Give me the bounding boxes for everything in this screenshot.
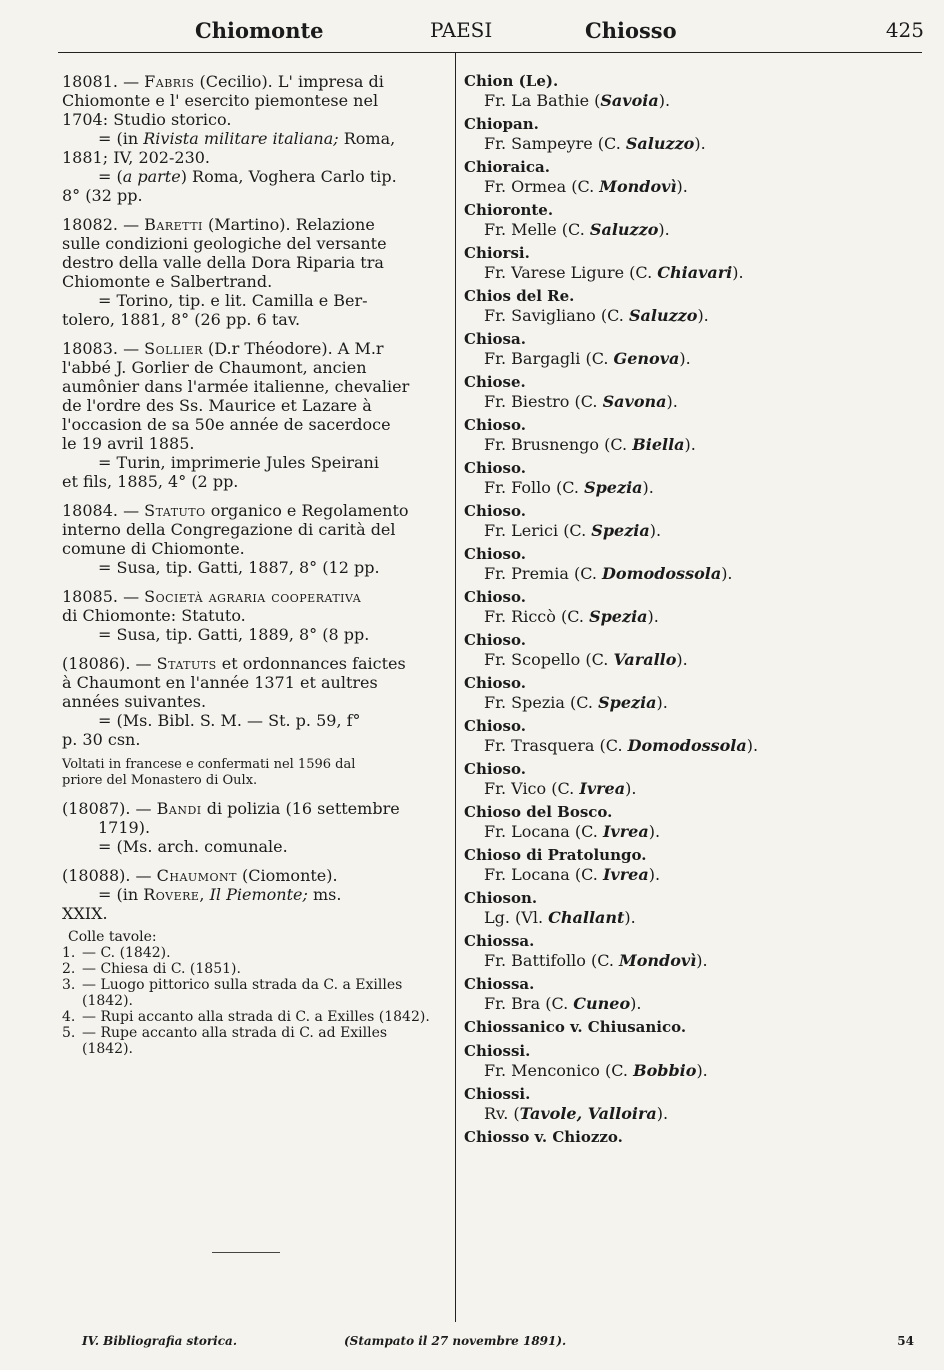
entry-18086: (18086). — Statuts et ordonnances faictes à Chaumont en l'année 1371 et aultres années suivantes. = (Ms. Bibl. S. M. — St. p. 59, f° p. 30 csn. Voltati in francese e confermati nel 1596 dal priore del Monastero di Oulx.: [62, 654, 442, 789]
place-entry: Chiosa. Fr. Bargagli (C. Genova).: [464, 330, 934, 368]
place-entry: Chioraica. Fr. Ormea (C. Mondovì).: [464, 158, 934, 196]
place-entry: Chioso. Fr. Trasquera (C. Domodossola).: [464, 717, 934, 755]
entry-note: priore del Monastero di Oulx.: [62, 773, 258, 788]
place-entry: Chioso. Fr. Lerici (C. Spezia).: [464, 502, 934, 540]
footer-section: IV. Bibliografia storica.: [82, 1334, 238, 1348]
tavola-item: 3. — Luogo pittorico sulla strada da C. a Exilles (1842).: [62, 977, 403, 1009]
place-entry: Chiossi. Rv. (Tavole, Valloira).: [464, 1085, 934, 1123]
place-entry: Chioso. Fr. Follo (C. Spezia).: [464, 459, 934, 497]
place-entry: Chiossa. Fr. Bra (C. Cuneo).: [464, 975, 934, 1013]
page-number: 425: [885, 18, 924, 42]
place-entry: Chioso. Fr. Vico (C. Ivrea).: [464, 760, 934, 798]
place-name: Chiosso v. Chiozzo.: [464, 1128, 623, 1146]
place-entry: Chiopan. Fr. Sampeyre (C. Saluzzo).: [464, 115, 934, 153]
place-entry: Chiossa. Fr. Battifollo (C. Mondovì).: [464, 932, 934, 970]
place-name: Chion (Le).: [464, 72, 559, 90]
header-section: PAESI: [430, 18, 493, 42]
place-entry: Chioson. Lg. (Vl. Challant).: [464, 889, 934, 927]
place-entry: Chioso. Fr. Riccò (C. Spezia).: [464, 588, 934, 626]
entry-author: Statuts: [156, 654, 217, 673]
footer-print-date: (Stampato il 27 novembre 1891).: [344, 1334, 567, 1348]
header-rule: [58, 52, 922, 53]
entry-18085: 18085. — Società agraria cooperativa di Chiomonte: Statuto. = Susa, tip. Gatti, 1889, 8° (8 pp.: [62, 587, 370, 644]
place-entry: Chioso di Pratolungo. Fr. Locana (C. Ivrea).: [464, 846, 934, 884]
tavole-title: Colle tavole:: [68, 929, 157, 945]
page-footer: [60, 1334, 922, 1354]
entry-author: Statuto: [144, 501, 206, 520]
entry-18081: 18081. — Fabris (Cecilio). L' impresa di Chiomonte e l' esercito piemontese nel 1704: Studio storico. = (in Rivista militare italiana; Roma, 1881; IV, 202-230. = (a parte) Roma, Voghera Carlo tip. 8° (32 pp.: [62, 72, 397, 205]
place-name: Chiossi.: [464, 1085, 531, 1103]
running-header: [60, 14, 924, 48]
place-name: Chiossanico v. Chiusanico.: [464, 1018, 687, 1036]
place-entry: Chiossi. Fr. Menconico (C. Bobbio).: [464, 1042, 934, 1080]
tavole-list: [62, 929, 442, 1057]
place-entry: Chiorsi. Fr. Varese Ligure (C. Chiavari).: [464, 244, 934, 282]
place-name: Chioso.: [464, 459, 526, 477]
place-name: Chiorsi.: [464, 244, 530, 262]
tavola-item: 2. — Chiesa di C. (1851).: [62, 961, 241, 977]
entry-author: Bandi: [156, 799, 202, 818]
footer-signature: 54: [897, 1334, 914, 1348]
place-name: Chioso.: [464, 631, 526, 649]
entry-author: Società agraria cooperativa: [144, 587, 362, 606]
place-entry: Chioso. Fr. Spezia (C. Spezia).: [464, 674, 934, 712]
place-entry: [464, 1018, 934, 1037]
place-entry: Chios del Re. Fr. Savigliano (C. Saluzzo).: [464, 287, 934, 325]
entry-author: Sollier: [144, 339, 203, 358]
entry-author: Fabris: [144, 72, 195, 91]
place-entry: [464, 1128, 934, 1147]
place-entry: Chion (Le). Fr. La Bathie (Savoia).: [464, 72, 934, 110]
place-name: Chioronte.: [464, 201, 554, 219]
place-name: Chioson.: [464, 889, 538, 907]
place-name: Chiossa.: [464, 975, 535, 993]
place-name: Chioso.: [464, 502, 526, 520]
place-name: Chioso.: [464, 717, 526, 735]
header-left-title: Chiomonte: [195, 18, 324, 43]
end-rule: [212, 1252, 280, 1253]
place-name: Chioso.: [464, 760, 526, 778]
entry-author: Chaumont: [156, 866, 237, 885]
column-divider: [455, 52, 456, 1322]
entry-18082: 18082. — Baretti (Martino). Relazione sulle condizioni geologiche del versante destro della valle della Dora Riparia tra Chiomonte e Salbertrand. = Torino, tip. e lit. Camilla e Ber- tolero, 1881, 8° (26 pp. 6 tav.: [62, 215, 387, 329]
left-column: [62, 72, 442, 1067]
tavola-item: 4. — Rupi accanto alla strada di C. a Exilles (1842).: [62, 1009, 430, 1025]
place-entry: Chiose. Fr. Biestro (C. Savona).: [464, 373, 934, 411]
entry-18087: (18087). — Bandi di polizia (16 settembre 1719). = (Ms. arch. comunale.: [62, 799, 400, 856]
place-name: Chioraica.: [464, 158, 550, 176]
place-name: Chioso del Bosco.: [464, 803, 613, 821]
place-name: Chioso.: [464, 674, 526, 692]
place-name: Chioso di Pratolungo.: [464, 846, 647, 864]
place-entry: Chioso del Bosco. Fr. Locana (C. Ivrea).: [464, 803, 934, 841]
place-name: Chiossi.: [464, 1042, 531, 1060]
right-column: [464, 72, 934, 1152]
header-right-title: Chiosso: [585, 18, 677, 43]
place-entry: Chioso. Fr. Premia (C. Domodossola).: [464, 545, 934, 583]
tavola-item: 5. — Rupe accanto alla strada di C. ad Exilles (1842).: [62, 1025, 388, 1057]
place-name: Chiopan.: [464, 115, 539, 133]
place-name: Chiosa.: [464, 330, 526, 348]
place-name: Chioso.: [464, 545, 526, 563]
entry-18088: (18088). — Chaumont (Ciomonte). = (in Rovere, Il Piemonte; ms. XXIX. Colle tavole: 1. — C. (1842). 2. — Chiesa di C. (1851). 3. — Luogo pittorico sulla strada da C. a Exilles (1842). 4. — Rupi accanto alla strada di C. a Exilles (1842). 5. — Rupe accanto alla strada di C. ad Exilles (1842).: [62, 866, 442, 1057]
tavola-item: 1. — C. (1842).: [62, 945, 171, 961]
entry-author: Baretti: [144, 215, 203, 234]
entry-note: Voltati in francese e confermati nel 1596 dal: [62, 757, 356, 772]
entry-18084: 18084. — Statuto organico e Regolamento interno della Congregazione di carità del comune di Chiomonte. = Susa, tip. Gatti, 1887, 8° (12 pp.: [62, 501, 409, 577]
place-entry: Chioronte. Fr. Melle (C. Saluzzo).: [464, 201, 934, 239]
entry-18083: 18083. — Sollier (D.r Théodore). A M.r l'abbé J. Gorlier de Chaumont, ancien aumônier dans l'armée italienne, chevalier de l'ordre des Ss. Maurice et Lazare à l'occasion de sa 50e année de sacerdoce le 19 avril 1885. = Turin, imprimerie Jules Speirani et fils, 1885, 4° (2 pp.: [62, 339, 410, 491]
place-name: Chios del Re.: [464, 287, 575, 305]
place-entry: Chioso. Fr. Scopello (C. Varallo).: [464, 631, 934, 669]
place-name: Chioso.: [464, 588, 526, 606]
place-entry: Chioso. Fr. Brusnengo (C. Biella).: [464, 416, 934, 454]
place-name: Chioso.: [464, 416, 526, 434]
place-name: Chiossa.: [464, 932, 535, 950]
place-name: Chiose.: [464, 373, 526, 391]
